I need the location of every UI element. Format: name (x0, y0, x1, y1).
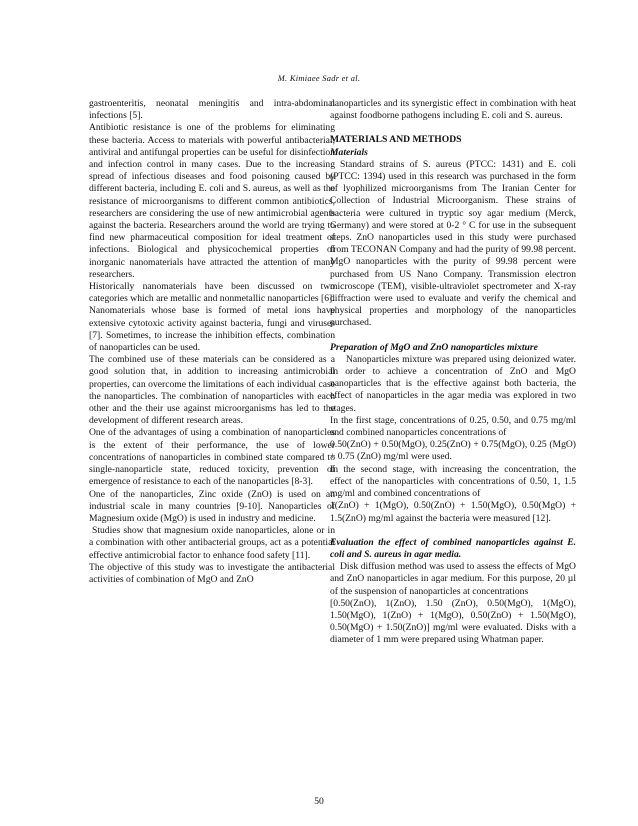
subsection-heading: Evaluation the effect of combined nanoparticles against E. coli and S. aureus in agar media. (330, 536, 576, 560)
left-column (89, 98, 335, 586)
right-column (330, 98, 576, 647)
paragraph: One of the advantages of using a combination of nanoparticles is the extent of their performance, the use of lower concentrations of nanoparticles in combined state compared to single-nanoparticle state, reduced toxicity, prevention of emergence of resistance to each of the nanoparticles [8-3]. (89, 427, 335, 488)
paragraph: The combined use of these materials can be considered as a good solution that, in addition to increasing antimicrobial properties, can overcome the limitations of each individual case the nanoparticles. The combination of nanoparticles with each other and the their use against microorganisms has led to the development of different research areas. (89, 354, 335, 427)
formula-line: 1(ZnO) + 1(MgO), 0.50(ZnO) + 1.50(MgO), 0.50(MgO) + 1.5(ZnO) mg/ml against the bacteria were measured [12]. (330, 500, 576, 524)
paragraph: One of the nanoparticles, Zinc oxide (ZnO) is used on an industrial scale in many countries [9-10]. Nanoparticles of Magnesium oxide (MgO) is used in industry and medicine. (89, 488, 335, 524)
section-heading: MATERIALS AND METHODS (330, 134, 462, 146)
paragraph: Historically nanomaterials have been discussed on two categories which are metallic and nonmetallic nanoparticles [6]. (89, 281, 335, 305)
paragraph: The objective of this study was to investigate the antibacterial activities of combination of MgO and ZnO (89, 561, 335, 585)
paragraph: Antibiotic resistance is one of the problems for eliminating these bacteria. Access to materials with powerful antibacterial, antiviral and antifungal properties can be useful for disinfection and infection control in many cases. Due to the increasing spread of infectious diseases and food poisoning caused by different bacteria, including E. coli and S. aureus, as well as the resistance of microorganisms to different common antibiotics, researchers are considering the use of new antimicrobial agents against the bacteria. Researchers around the world are trying to find new pharmaceutical composition for ideal treatment of infections. Biological and physicochemical properties of inorganic nanomaterials have attracted the attention of many researchers. (89, 122, 335, 280)
paragraph: In the second stage, with increasing the concentration, the effect of the nanoparticles with concentrations of 0.50, 1, 1.5 mg/ml and combined concentrations of (330, 463, 576, 500)
paragraph: Nanomaterials whose base is formed of metal ions have extensive cytotoxic activity against bacteria, fungi and viruses [7]. Sometimes, to increase the inhibition effects, combination of nanoparticles can be used. (89, 305, 335, 354)
paragraph: Standard strains of S. aureus (PTCC: 1431) and E. coli (PTCC: 1394) used in this research was purchased in the form of lyophilized microorganisms from The Iranian Center for Collection of Industrial Microorganism. These strains of bacteria were cultured in tryptic soy agar medium (Merck, Germany) and were stored at 0-2 ° C for use in the subsequent steps. ZnO nanoparticles used in this study were purchased from TECONAN Company and had the purity of 99.98 percent. MgO nanoparticles with the purity of 99.98 percent were purchased from US Nano Company. Transmission electron microscope (TEM), visible-ultraviolet spectrometer and X-ray diffraction were used to evaluate and verify the chemical and physical properties and morphology of the nanoparticles purchased. (330, 158, 576, 329)
subsection-heading: Materials (330, 146, 368, 158)
formula-line: [0.50(ZnO), 1(ZnO), 1.50 (ZnO), 0.50(MgO), 1(MgO), 1.50(MgO), 1(ZnO) + 1(MgO), 0.50(ZnO) + 1.50(MgO), 0.50(MgO) + 1.50(ZnO)] mg/ml were evaluated. Disks with a diameter of 1 mm were prepared using Whatman paper. (330, 597, 576, 646)
subsection-heading: Preparation of MgO and ZnO nanoparticles mixture (330, 341, 538, 353)
paragraph: In the first stage, concentrations of 0.25, 0.50, and 0.75 mg/ml and combined nanoparticles concentrations of (330, 414, 576, 439)
paragraph: Nanoparticles mixture was prepared using deionized water. In order to achieve a concentration of ZnO and MgO nanoparticles that is the effective against both bacteria, the effect of nanoparticles in the agar media was explored in two stages. (330, 353, 576, 414)
paragraph: nanoparticles and its synergistic effect in combination with heat against foodborne pathogens including E. coli and S. aureus. (330, 98, 576, 122)
paragraph: Disk diffusion method was used to assess the effects of MgO and ZnO nanoparticles in agar medium. For this purpose, 20 µl of the suspension of nanoparticles at concentrations (330, 561, 576, 597)
paragraph: gastroenteritis, neonatal meningitis and intra-abdominal infections [5]. (89, 98, 335, 122)
paragraph: Studies show that magnesium oxide nanoparticles, alone or in a combination with other antibacterial groups, act as a potential effective antimicrobial factor to enhance food safety [11]. (89, 525, 335, 561)
running-header: M. Kimiaee Sadr et al. (277, 74, 361, 83)
page-number: 50 (314, 796, 324, 807)
formula-line: 0.50(ZnO) + 0.50(MgO), 0.25(ZnO) + 0.75(MgO), 0.25 (MgO) + 0.75 (ZnO) mg/ml were used. (330, 439, 576, 463)
